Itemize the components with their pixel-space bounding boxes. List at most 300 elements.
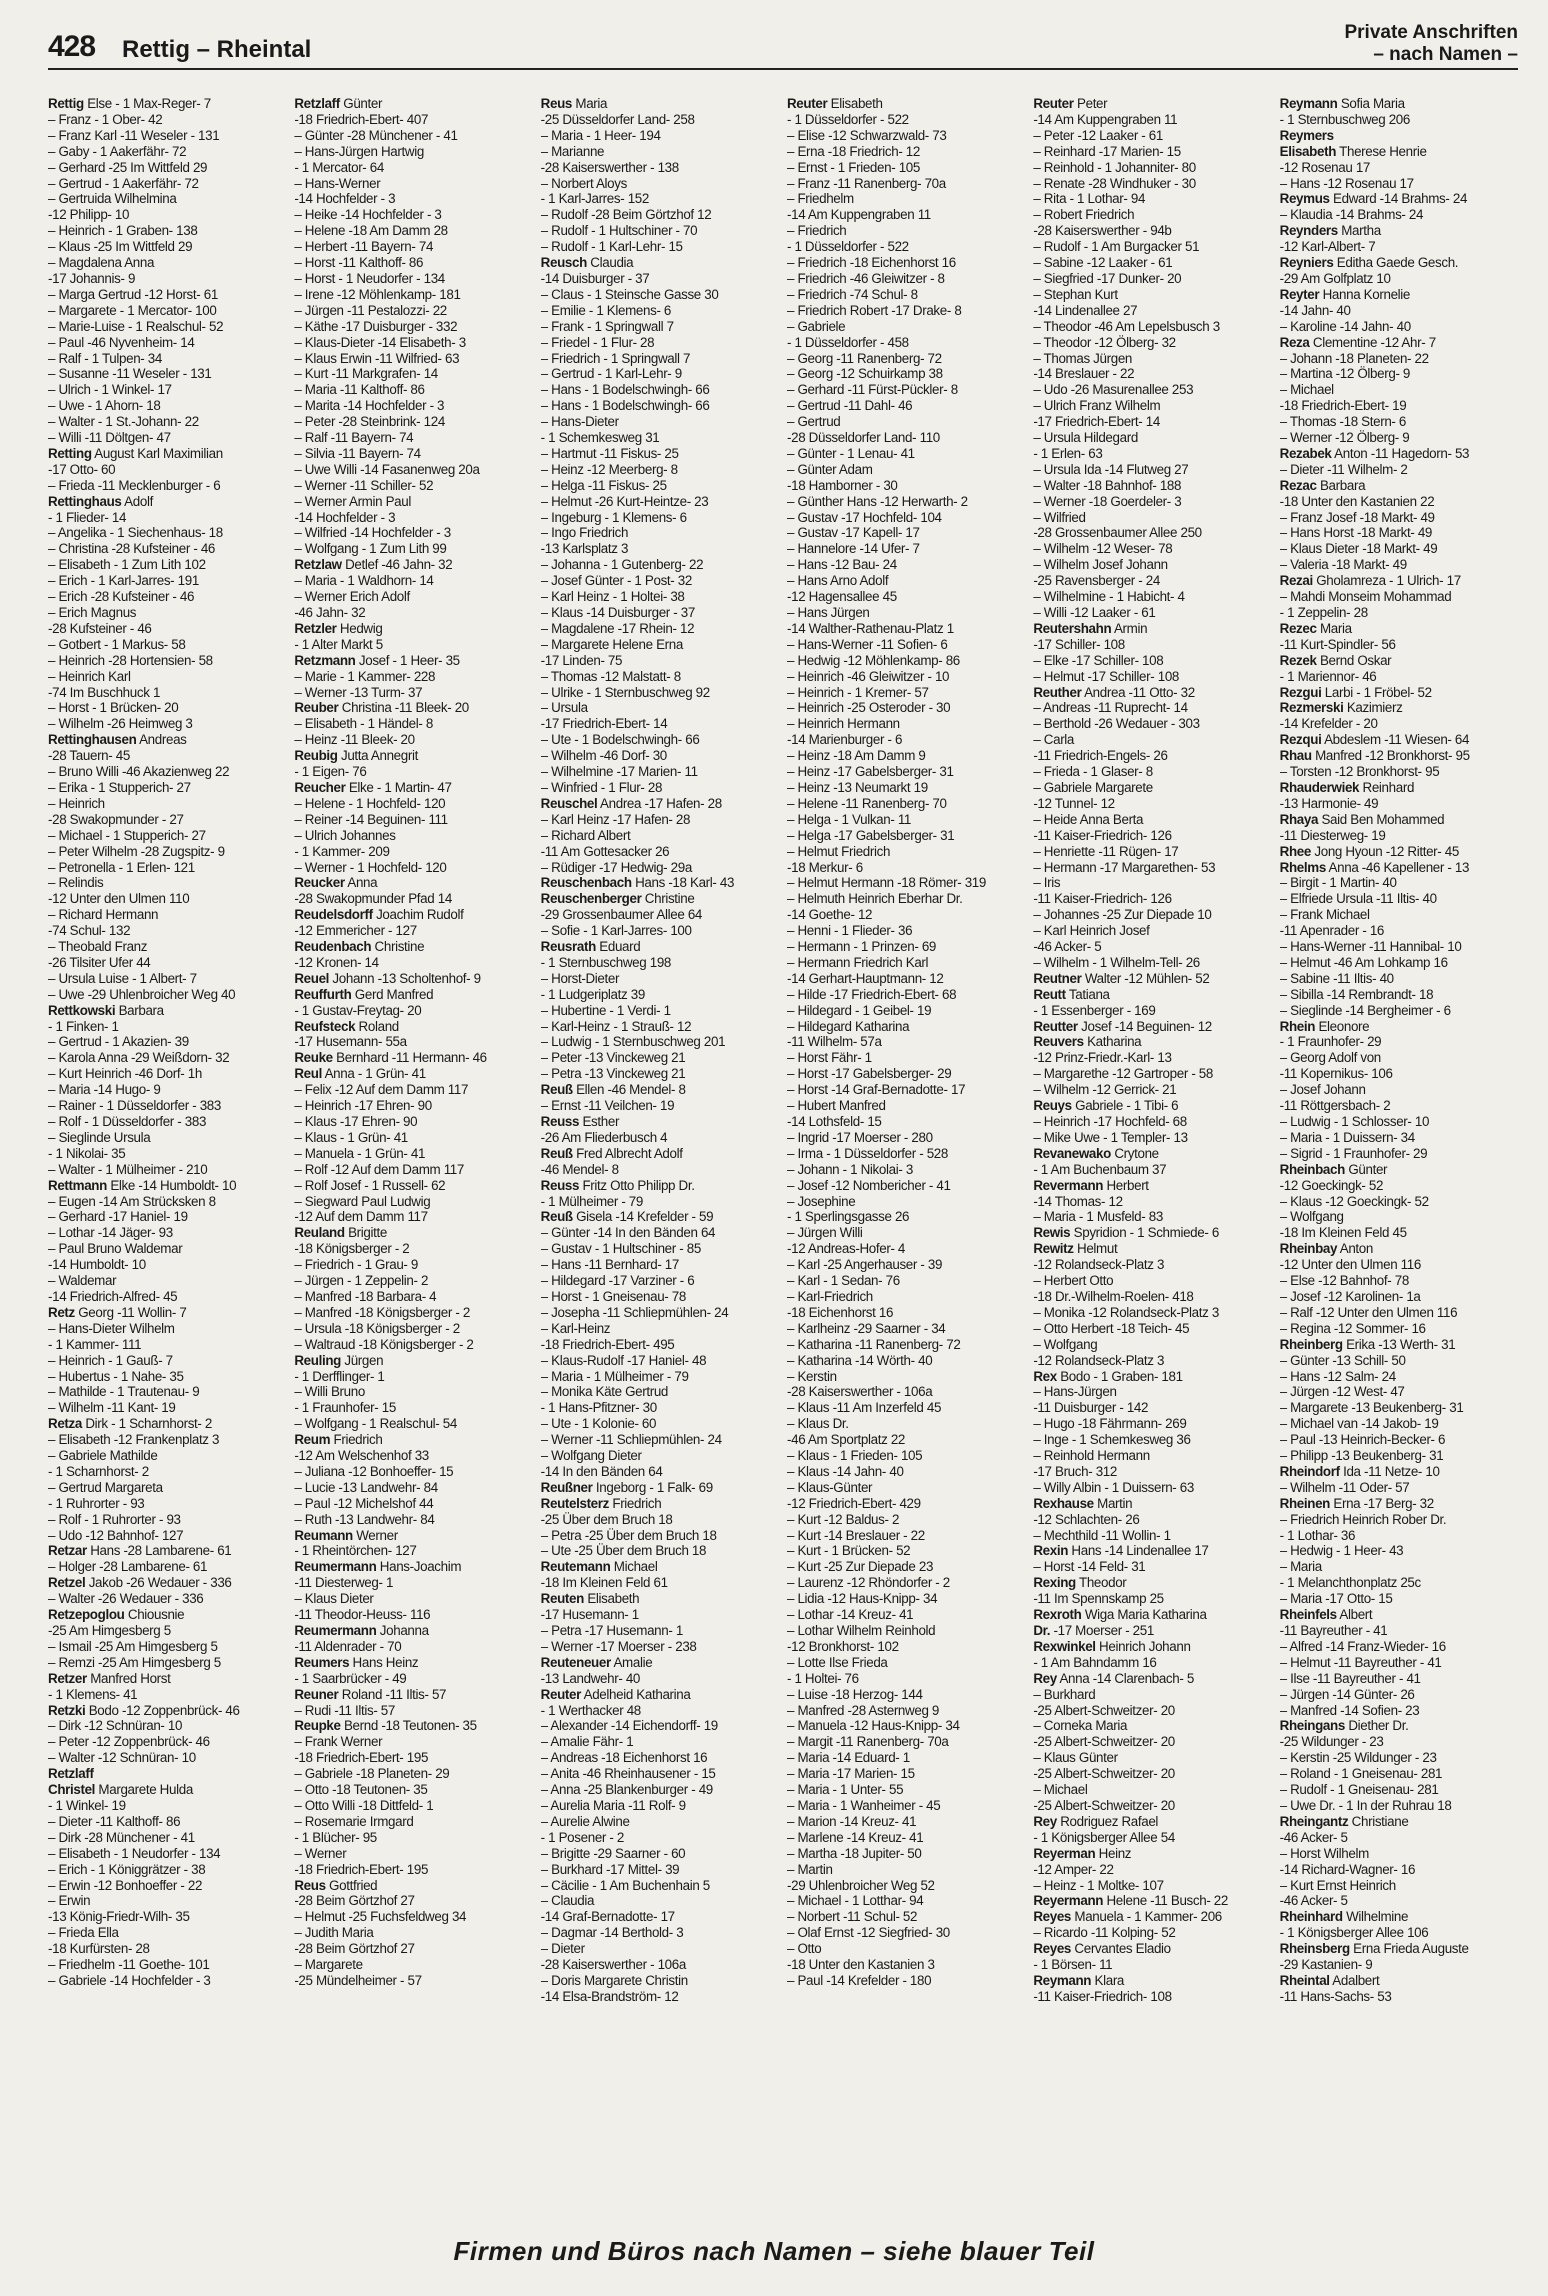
directory-entry: - 1 Mercator- 64 — [294, 159, 384, 175]
directory-entry: – Reinhold Hermann — [1033, 1448, 1150, 1464]
directory-entry: Rewis Spyridion - 1 Schmiede- 6 — [1033, 1225, 1219, 1241]
directory-entry: - 1 Börsen- 11 — [1033, 1957, 1113, 1973]
directory-entry: – Winfried - 1 Flur- 28 — [540, 779, 663, 795]
directory-entry: – Sieglinde Ursula — [48, 1129, 151, 1145]
directory-entry: – Bruno Willi -46 Akazienweg 22 — [48, 764, 230, 780]
directory-entry: - 1 Nikolai- 35 — [48, 1145, 126, 1161]
directory-entry: Reuke Bernhard -11 Hermann- 46 — [294, 1050, 487, 1066]
directory-entry: – Ralf -11 Bayern- 74 — [294, 430, 414, 446]
directory-entry: Reumermann Johanna — [294, 1623, 429, 1638]
directory-entry: - 1 Blücher- 95 — [294, 1829, 377, 1845]
directory-entry: – Margarethe -12 Gartroper - 58 — [1033, 1066, 1213, 1082]
directory-entry: – Marie-Luise - 1 Realschul- 52 — [48, 318, 224, 334]
directory-entry: – Frieda - 1 Glaser- 8 — [1033, 764, 1153, 780]
directory-entry: Rheingantz Christiane — [1279, 1813, 1409, 1829]
directory-entry: -46 Jahn- 32 — [294, 605, 366, 620]
directory-entry: – Dirk -28 Münchener - 41 — [48, 1829, 195, 1845]
directory-entry: – Ulrike - 1 Sternbuschweg 92 — [540, 684, 710, 700]
directory-entry: - 1 Fraunhofer- 29 — [1279, 1034, 1382, 1050]
directory-entry: Rettig Else - 1 Max-Reger- 7 — [48, 96, 211, 111]
directory-entry: -46 Am Sportplatz 22 — [786, 1432, 906, 1448]
directory-entry: Rezac Barbara — [1279, 477, 1366, 493]
directory-entry: – Hans-Werner — [294, 175, 381, 191]
directory-entry: -29 Grossenbaumer Allee 64 — [540, 907, 703, 923]
directory-entry: – Helga - 1 Vulkan- 11 — [786, 811, 912, 827]
directory-entry: – Hermann -17 Margarethen- 53 — [1033, 859, 1216, 875]
directory-entry: -14 Lindenallee 27 — [1033, 302, 1138, 318]
directory-entry: – Wilhelm -11 Kant- 19 — [48, 1400, 176, 1416]
directory-entry: – Wilhelmine -17 Marien- 11 — [540, 764, 698, 780]
directory-entry: Christel Margarete Hulda — [48, 1782, 193, 1798]
directory-entry: – Klaus -14 Duisburger - 37 — [540, 605, 695, 620]
directory-entry: -12 Rolandseck-Platz 3 — [1033, 1352, 1165, 1368]
directory-entry: -18 Unter den Kastanien 3 — [786, 1957, 935, 1973]
directory-entry: – Ralf - 1 Tulpen- 34 — [48, 350, 162, 366]
directory-entry: – Willi -12 Laaker - 61 — [1033, 605, 1156, 620]
directory-entry: -12 Unter den Ulmen 110 — [48, 891, 190, 907]
directory-entry: Rezec Maria — [1279, 620, 1352, 636]
directory-entry: Reus Maria — [540, 96, 608, 111]
section-title-line-1: Private Anschriften — [1344, 22, 1518, 43]
directory-entry: -17 Otto- 60 — [48, 461, 116, 477]
directory-entry: – Uwe - 1 Ahorn- 18 — [48, 398, 161, 414]
directory-entry: – Maria -14 Eduard- 1 — [786, 1750, 910, 1766]
directory-entry: -11 Wilhelm- 57a — [786, 1034, 882, 1050]
directory-entry: Reumann Werner — [294, 1527, 398, 1543]
directory-entry: - 1 Düsseldorfer - 458 — [786, 334, 909, 350]
directory-entry: Reza Clementine -12 Ahr- 7 — [1279, 334, 1436, 350]
directory-entry: -46 Acker- 5 — [1279, 1893, 1348, 1909]
directory-entry: – Heinrich - 1 Graben- 138 — [48, 223, 198, 239]
directory-entry: – Klaus-Rudolf -17 Haniel- 48 — [540, 1352, 707, 1368]
directory-entry: – Klaus -17 Ehren- 90 — [294, 1114, 418, 1129]
directory-entry: – Heinz -18 Am Damm 9 — [786, 748, 926, 764]
directory-entry: -12 Friedrich-Ebert- 429 — [786, 1495, 921, 1511]
directory-entry: -12 Kronen- 14 — [294, 954, 379, 970]
directory-entry: – Anita -46 Rheinhausener - 15 — [540, 1766, 716, 1782]
directory-entry: – Hans Jürgen — [786, 605, 870, 620]
directory-entry: – Olaf Ernst -12 Siegfried- 30 — [786, 1925, 950, 1941]
directory-entry: Reutemann Michael — [540, 1559, 658, 1575]
directory-entry: – Iris — [1033, 875, 1061, 891]
directory-entry: - 1 Eigen- 76 — [294, 764, 367, 780]
directory-entry: – Werner — [294, 1845, 347, 1861]
directory-entry: – Dagmar -14 Berthold- 3 — [540, 1925, 684, 1941]
directory-entry: Reuter Peter — [1033, 96, 1108, 111]
directory-entry: -18 Friedrich-Ebert- 407 — [294, 111, 429, 127]
directory-entry: – Maria - 1 Mülheimer - 79 — [540, 1368, 689, 1384]
directory-entry: – Norbert Aloys — [540, 175, 627, 191]
directory-entry: – Maria -11 Kalthoff- 86 — [294, 382, 425, 398]
directory-entry: – Hans-Werner -11 Hannibal- 10 — [1279, 939, 1462, 955]
directory-entry: -18 Friedrich-Ebert- 19 — [1279, 398, 1407, 414]
directory-entry: – Heinz -17 Gabelsberger- 31 — [786, 764, 954, 780]
directory-entry: – Doris Margarete Christin — [540, 1972, 688, 1988]
directory-entry: – Rudolf - 1 Karl-Lehr- 15 — [540, 239, 683, 255]
directory-entry: - 1 Alter Markt 5 — [294, 636, 383, 652]
directory-entry: – Karl-Heinz — [540, 1320, 611, 1336]
directory-entry: – Hans -12 Rosenau 17 — [1279, 175, 1414, 191]
directory-entry: Retzar Hans -28 Lambarene- 61 — [48, 1543, 232, 1559]
directory-entry: – Rita - 1 Lothar- 94 — [1033, 191, 1146, 207]
directory-entry: Reymann Klara — [1033, 1972, 1125, 1988]
directory-entry: – Holger -28 Lambarene- 61 — [48, 1559, 208, 1575]
directory-entry: – Erich - 1 Königgrätzer - 38 — [48, 1861, 206, 1877]
directory-entry: – Peter -13 Vinckeweg 21 — [540, 1050, 686, 1066]
directory-entry: Reyes Cervantes Eladio — [1033, 1941, 1171, 1957]
directory-entry: -14 Graf-Bernadotte- 17 — [540, 1909, 675, 1925]
directory-entry: Rettmann Elke -14 Humboldt- 10 — [48, 1177, 237, 1193]
directory-entry: -46 Mendel- 8 — [540, 1161, 619, 1177]
directory-entry: -14 Krefelder - 20 — [1279, 716, 1378, 732]
directory-entry: -13 Karlsplatz 3 — [540, 541, 629, 557]
directory-entry: -17 Bruch- 312 — [1033, 1463, 1117, 1479]
directory-entry: – Josef Johann — [1279, 1082, 1366, 1098]
directory-entry: – Willi Bruno — [294, 1384, 365, 1400]
directory-entry: -13 Landwehr- 40 — [540, 1670, 641, 1686]
directory-entry: – Gertrud - 1 Akazien- 39 — [48, 1034, 189, 1050]
directory-entry: – Klaus-Dieter -14 Elisabeth- 3 — [294, 334, 466, 350]
directory-entry: - 1 Mülheimer - 79 — [540, 1193, 644, 1209]
directory-entry: Reubig Jutta Annegrit — [294, 748, 418, 764]
directory-entry: – Heinz - 1 Moltke- 107 — [1033, 1877, 1164, 1893]
directory-entry: -11 Kurt-Spindler- 56 — [1279, 636, 1396, 652]
directory-entry: Reucker Anna — [294, 875, 378, 891]
directory-entry: – Wilfried -14 Hochfelder - 3 — [294, 525, 451, 541]
directory-entry: – Theobald Franz — [48, 939, 148, 955]
directory-entry: -17 Husemann- 1 — [540, 1607, 639, 1623]
directory-column-3 — [541, 96, 779, 2226]
directory-entry: Retzler Hedwig — [294, 620, 383, 636]
directory-entry: – Waldemar — [48, 1273, 117, 1289]
directory-entry: – Helmut -46 Am Lohkamp 16 — [1279, 954, 1448, 970]
directory-entry: – Helmut -11 Bayreuther - 41 — [1279, 1654, 1442, 1670]
directory-entry: -26 Am Fliederbusch 4 — [540, 1129, 668, 1145]
directory-entry: – Heinz -12 Meerberg- 8 — [540, 461, 678, 477]
directory-entry: -14 Duisburger - 37 — [540, 270, 650, 286]
directory-entry: Reuß Fred Albrecht Adolf — [540, 1145, 683, 1161]
directory-entry: – Heinrich - 1 Gauß- 7 — [48, 1352, 173, 1368]
directory-entry: – Elisabeth -12 Frankenplatz 3 — [48, 1432, 220, 1448]
directory-entry: Reuter Elisabeth — [786, 96, 883, 111]
directory-entry: – Hubertus - 1 Nahe- 35 — [48, 1368, 184, 1384]
directory-entry: – Helene -11 Ranenberg- 70 — [786, 795, 947, 811]
directory-entry: – Hans-Jürgen Hartwig — [294, 143, 424, 159]
directory-entry: – Thomas Jürgen — [1033, 350, 1133, 366]
directory-entry: – Günter -14 In den Bänden 64 — [540, 1225, 716, 1241]
directory-entry: Reymus Edward -14 Brahms- 24 — [1279, 191, 1468, 207]
directory-entry: – Remzi -25 Am Himgesberg 5 — [48, 1654, 221, 1670]
directory-entry: Rettinghausen Andreas — [48, 732, 187, 748]
directory-entry: – Otto -18 Teutonen- 35 — [294, 1782, 428, 1798]
directory-entry: – Walter -26 Wedauer - 336 — [48, 1591, 204, 1607]
directory-entry: -18 Im Kleinen Feld 61 — [540, 1575, 668, 1591]
directory-entry: Dr. -17 Moerser - 251 — [1033, 1623, 1154, 1638]
directory-entry: -13 Harmonie- 49 — [1279, 795, 1379, 811]
directory-entry: -17 Friedrich-Ebert- 14 — [540, 716, 668, 732]
directory-entry: – Rosemarie Irmgard — [294, 1813, 414, 1829]
directory-entry: – Horst - 1 Brücken- 20 — [48, 700, 179, 716]
directory-entry: Rhein Eleonore — [1279, 1018, 1370, 1034]
directory-entry: Reyermann Helene -11 Busch- 22 — [1033, 1893, 1229, 1909]
directory-entry: -14 Goethe- 12 — [786, 907, 873, 923]
directory-entry: -28 Kaiserswerther - 106a — [540, 1957, 686, 1973]
directory-entry: – Michael van -14 Jakob- 19 — [1279, 1416, 1439, 1432]
directory-entry: – Wolfgang — [1033, 1336, 1098, 1352]
directory-entry: Rheingans Diether Dr. — [1279, 1718, 1409, 1734]
directory-entry: – Klaus -25 Im Wittfeld 29 — [48, 239, 193, 255]
directory-entry: – Günter Adam — [786, 461, 873, 477]
directory-entry: -11 Kaiser-Friedrich- 108 — [1033, 1988, 1172, 2004]
directory-entry: Reutter Josef -14 Beguinen- 12 — [1033, 1018, 1212, 1034]
directory-entry: – Elisabeth - 1 Zum Lith 102 — [48, 557, 206, 573]
directory-entry: – Elisabeth - 1 Händel- 8 — [294, 716, 433, 732]
directory-entry: – Friedrich - 1 Grau- 9 — [294, 1257, 418, 1273]
directory-entry: -14 Gerhart-Hauptmann- 12 — [786, 970, 944, 986]
directory-entry: -25 Mündelheimer - 57 — [294, 1972, 422, 1988]
directory-entry: - 1 Sternbuschweg 206 — [1279, 111, 1411, 127]
directory-entry: – Sabine -12 Laaker - 61 — [1033, 255, 1173, 271]
directory-entry: – Martin — [786, 1861, 833, 1877]
directory-entry: – Hans -12 Bau- 24 — [786, 557, 897, 573]
directory-entry: - 1 Posener - 2 — [540, 1829, 624, 1845]
directory-entry: – Gotbert - 1 Markus- 58 — [48, 636, 186, 652]
directory-entry: – Valeria -18 Markt- 49 — [1279, 557, 1407, 573]
directory-entry: - 1 Finken- 1 — [48, 1018, 119, 1034]
directory-entry: – Klaus Dieter — [294, 1591, 374, 1607]
directory-entry: – Heinrich -25 Osteroder - 30 — [786, 700, 951, 716]
directory-entry: – Friedhelm -11 Goethe- 101 — [48, 1957, 210, 1973]
directory-entry: – Luise -18 Herzog- 144 — [786, 1686, 923, 1702]
directory-entry: Reynders Martha — [1279, 223, 1381, 239]
directory-entry: – Juliana -12 Bonhoeffer- 15 — [294, 1463, 454, 1479]
directory-entry: -18 Merkur- 6 — [786, 859, 863, 875]
directory-entry: – Richard Albert — [540, 827, 631, 843]
directory-entry: – Lucie -13 Landwehr- 84 — [294, 1479, 438, 1495]
directory-entry: - 1 Königsberger Allee 106 — [1279, 1925, 1429, 1941]
directory-entry: Revermann Herbert — [1033, 1177, 1149, 1193]
directory-entry: – Erich - 1 Karl-Jarres- 191 — [48, 573, 199, 589]
directory-entry: Rheinen Erna -17 Berg- 32 — [1279, 1495, 1434, 1511]
directory-entry: – Monika Käte Gertrud — [540, 1384, 669, 1400]
directory-entry: – Heinrich -28 Hortensien- 58 — [48, 652, 213, 668]
directory-entry: – Horst -11 Kalthoff- 86 — [294, 255, 424, 271]
directory-entry: – Josephine — [786, 1193, 856, 1209]
page-number: 428 — [48, 30, 96, 63]
directory-entry: - 1 Fraunhofer- 15 — [294, 1400, 396, 1416]
directory-entry: – Mike Uwe - 1 Templer- 13 — [1033, 1129, 1188, 1145]
directory-entry: Reum Friedrich — [294, 1432, 383, 1448]
directory-entry: – Werner -11 Schliepmühlen- 24 — [540, 1432, 722, 1448]
directory-entry: -14 Lothsfeld- 15 — [786, 1114, 882, 1129]
directory-entry: Reus Gottfried — [294, 1877, 378, 1893]
directory-entry: – Otto Willi -18 Dittfeld- 1 — [294, 1797, 434, 1813]
directory-entry: - 1 Düsseldorfer - 522 — [786, 239, 909, 255]
directory-entry: Reußner Ingeborg - 1 Falk- 69 — [540, 1479, 713, 1495]
directory-entry: – Corneka Maria — [1033, 1718, 1128, 1734]
directory-entry: Reusrath Eduard — [540, 939, 641, 955]
directory-entry: – Heide Anna Berta — [1033, 811, 1144, 827]
directory-entry: – Sofie - 1 Karl-Jarres- 100 — [540, 923, 692, 939]
directory-entry: Reusch Claudia — [540, 255, 634, 271]
directory-entry: – Klaus -12 Goeckingk- 52 — [1279, 1193, 1429, 1209]
directory-entry: -28 Beim Görtzhof 27 — [294, 1941, 415, 1957]
directory-entry: -12 Rolandseck-Platz 3 — [1033, 1257, 1165, 1273]
directory-entry: Reudenbach Christine — [294, 939, 425, 955]
directory-entry: Rheinfels Albert — [1279, 1607, 1373, 1623]
directory-entry: – Michael — [1279, 382, 1334, 398]
directory-entry: -28 Beim Görtzhof 27 — [294, 1893, 415, 1909]
directory-entry: Reuvers Katharina — [1033, 1034, 1142, 1050]
directory-entry: Reuland Brigitte — [294, 1225, 387, 1241]
directory-entry: – Hans-Dieter — [540, 414, 619, 430]
directory-entry: – Alfred -14 Franz-Wieder- 16 — [1279, 1638, 1446, 1654]
directory-entry: Reudelsdorff Joachim Rudolf — [294, 907, 464, 923]
directory-entry: Reuss Fritz Otto Philipp Dr. — [540, 1177, 695, 1193]
directory-entry: – Friedhelm — [786, 191, 854, 207]
directory-entry: – Ulrich Franz Wilhelm — [1033, 398, 1161, 414]
directory-entry: – Gabriele -14 Hochfelder - 3 — [48, 1972, 211, 1988]
directory-entry: – Paul Bruno Waldemar — [48, 1241, 183, 1257]
directory-entry: Rettkowski Barbara — [48, 1002, 164, 1018]
directory-entry: - 1 Königsberger Allee 54 — [1033, 1829, 1175, 1845]
directory-entry: – Georg -11 Ranenberg- 72 — [786, 350, 942, 366]
directory-entry: Reuschenberger Christine — [540, 891, 695, 907]
directory-entry: – Peter -12 Laaker - 61 — [1033, 127, 1163, 143]
directory-entry: – Kurt - 1 Brücken- 52 — [786, 1543, 911, 1559]
directory-entry: – Klaus Erwin -11 Wilfried- 63 — [294, 350, 460, 366]
directory-entry: – Gertrud Margareta — [48, 1479, 163, 1495]
directory-entry: – Horst Wilhelm — [1279, 1845, 1369, 1861]
directory-entry: – Manuela - 1 Grün- 41 — [294, 1145, 426, 1161]
directory-entry: – Hans -12 Salm- 24 — [1279, 1368, 1396, 1384]
directory-entry: -11 Duisburger - 142 — [1033, 1400, 1149, 1416]
footer-note: Firmen und Büros nach Namen – siehe blauer Teil — [453, 2236, 1095, 2266]
directory-entry: – Cäcilie - 1 Am Buchenhain 5 — [540, 1877, 710, 1893]
directory-entry: - 1 Klemens- 41 — [48, 1686, 138, 1702]
directory-entry: – Karl-Heinz - 1 Strauß- 12 — [540, 1018, 692, 1034]
directory-entry: - 1 Holtei- 76 — [786, 1670, 859, 1686]
directory-entry: – Margarete Helene Erna — [540, 636, 683, 652]
directory-entry: – Reinhard -17 Marien- 15 — [1033, 143, 1181, 159]
directory-entry: – Richard Hermann — [48, 907, 159, 923]
directory-entry: – Reinhold - 1 Johanniter- 80 — [1033, 159, 1196, 175]
directory-entry: – Gerhard -11 Fürst-Pückler- 8 — [786, 382, 958, 398]
directory-entry: – Willy Albin - 1 Duissern- 63 — [1033, 1479, 1194, 1495]
running-headwords: Rettig – Rheintal — [122, 36, 312, 63]
directory-entry: – Herbert Otto — [1033, 1273, 1114, 1289]
directory-entry: – Karoline -14 Jahn- 40 — [1279, 318, 1411, 334]
directory-entry: – Klaus - 1 Grün- 41 — [294, 1129, 408, 1145]
directory-entry: – Hans Horst -18 Markt- 49 — [1279, 525, 1433, 541]
directory-entry: – Brigitte -29 Saarner - 60 — [540, 1845, 686, 1861]
directory-entry: – Anna -25 Blankenburger - 49 — [540, 1782, 713, 1798]
directory-entry: – Gertrud - 1 Karl-Lehr- 9 — [540, 366, 682, 382]
directory-entry: - 1 Ruhrorter - 93 — [48, 1495, 145, 1511]
directory-entry: Reupke Bernd -18 Teutonen- 35 — [294, 1718, 477, 1734]
directory-entry: -17 Linden- 75 — [540, 652, 623, 668]
directory-entry: – Katharina -14 Wörth- 40 — [786, 1352, 933, 1368]
directory-entry: – Peter Wilhelm -28 Zugspitz- 9 — [48, 843, 225, 859]
directory-entry: – Hartmut -11 Fiskus- 25 — [540, 445, 679, 461]
directory-entry: – Helmuth Heinrich Eberhar Dr. — [786, 891, 963, 907]
directory-entry: – Theodor -12 Ölberg- 32 — [1033, 334, 1176, 350]
directory-entry: – Silvia -11 Bayern- 74 — [294, 445, 421, 461]
directory-entry: – Wilhelm -12 Gerrick- 21 — [1033, 1082, 1177, 1098]
directory-entry: – Ludwig - 1 Sternbuschweg 201 — [540, 1034, 726, 1050]
directory-entry: – Ursula Luise - 1 Albert- 7 — [48, 970, 197, 986]
directory-entry: Reuten Elisabeth — [540, 1591, 640, 1607]
directory-entry: – Petra -17 Husemann- 1 — [540, 1623, 683, 1638]
directory-entry: Rewitz Helmut — [1033, 1241, 1118, 1257]
directory-entry: -11 Kaiser-Friedrich- 126 — [1033, 891, 1172, 907]
directory-entry: – Mechthild -11 Wollin- 1 — [1033, 1527, 1171, 1543]
directory-column-4 — [787, 96, 1025, 2226]
directory-entry: Retting August Karl Maximilian — [48, 445, 223, 461]
directory-entry: – Uwe -29 Uhlenbroicher Weg 40 — [48, 986, 236, 1002]
directory-entry: – Rolf - 1 Düsseldorfer - 383 — [48, 1114, 207, 1129]
directory-entry: -11 Kaiser-Friedrich- 126 — [1033, 827, 1172, 843]
directory-entry: – Heinrich -17 Hochfeld- 68 — [1033, 1114, 1187, 1129]
directory-entry: – Karl -25 Angerhauser - 39 — [786, 1257, 943, 1273]
directory-entry: - 1 Scharnhorst- 2 — [48, 1463, 149, 1479]
directory-entry: – Sibilla -14 Rembrandt- 18 — [1279, 986, 1434, 1002]
directory-entry: – Johann - 1 Nikolai- 3 — [786, 1161, 913, 1177]
directory-entry: Rexing Theodor — [1033, 1575, 1127, 1591]
directory-entry: – Manfred -28 Asternweg 9 — [786, 1702, 940, 1718]
directory-entry: – Josepha -11 Schliepmühlen- 24 — [540, 1304, 729, 1320]
directory-entry: – Friedrich -74 Schul- 8 — [786, 286, 918, 302]
directory-entry: -11 Diesterweg- 19 — [1279, 827, 1386, 843]
directory-entry: – Hannelore -14 Ufer- 7 — [786, 541, 920, 557]
directory-entry: – Ilse -11 Bayreuther - 41 — [1279, 1670, 1421, 1686]
directory-entry: – Elfriede Ursula -11 Iltis- 40 — [1279, 891, 1437, 907]
directory-entry: -12 Prinz-Friedr.-Karl- 13 — [1033, 1050, 1172, 1066]
directory-entry: – Waltraud -18 Königsberger - 2 — [294, 1336, 474, 1352]
directory-entry: -18 Friedrich-Ebert- 195 — [294, 1861, 429, 1877]
directory-entry: -18 Im Kleinen Feld 45 — [1279, 1225, 1407, 1241]
directory-entry: – Relindis — [48, 875, 104, 891]
directory-entry: – Thomas -18 Stern- 6 — [1279, 414, 1407, 430]
directory-entry: – Birgit - 1 Martin- 40 — [1279, 875, 1397, 891]
directory-entry: – Heinrich — [48, 795, 105, 811]
directory-entry: - 1 Hans-Pfitzner- 30 — [540, 1400, 657, 1416]
directory-entry: Rheinsberg Erna Frieda Auguste — [1279, 1941, 1469, 1957]
directory-entry: – Manfred -14 Sofien- 23 — [1279, 1702, 1420, 1718]
directory-entry: – Kerstin — [786, 1368, 837, 1384]
directory-entry: Reymann Sofia Maria — [1279, 96, 1405, 111]
directory-entry: – Rudolf - 1 Gneisenau- 281 — [1279, 1782, 1439, 1798]
directory-entry: Revanewako Crytone — [1033, 1145, 1159, 1161]
directory-entry: – Günter - 1 Lenau- 41 — [786, 445, 915, 461]
directory-entry: – Torsten -12 Bronkhorst- 95 — [1279, 764, 1440, 780]
directory-entry: – Frieda -11 Mecklenburger - 6 — [48, 477, 221, 493]
directory-entry: - 1 Melanchthonplatz 25c — [1279, 1575, 1421, 1591]
directory-entry: – Friedrich -18 Eichenhorst 16 — [786, 255, 956, 271]
directory-entry: - 1 Saarbrücker - 49 — [294, 1670, 407, 1686]
header-rule — [48, 68, 1518, 70]
directory-entry: Retzel Jakob -26 Wedauer - 336 — [48, 1575, 232, 1591]
directory-entry: Reuffurth Gerd Manfred — [294, 986, 434, 1002]
directory-entry: – Dirk -12 Schnüran- 10 — [48, 1718, 183, 1734]
directory-entry: – Irma - 1 Düsseldorfer - 528 — [786, 1145, 949, 1161]
directory-entry: – Rudolf -28 Beim Görtzhof 12 — [540, 207, 712, 223]
directory-entry: – Heinrich - 1 Kremer- 57 — [786, 684, 929, 700]
directory-entry: – Aurelie Alwine — [540, 1813, 630, 1829]
directory-entry: – Horst -17 Gabelsberger- 29 — [786, 1066, 952, 1082]
directory-entry: Reumers Hans Heinz — [294, 1654, 419, 1670]
directory-entry: – Alexander -14 Eichendorff- 19 — [540, 1718, 718, 1734]
